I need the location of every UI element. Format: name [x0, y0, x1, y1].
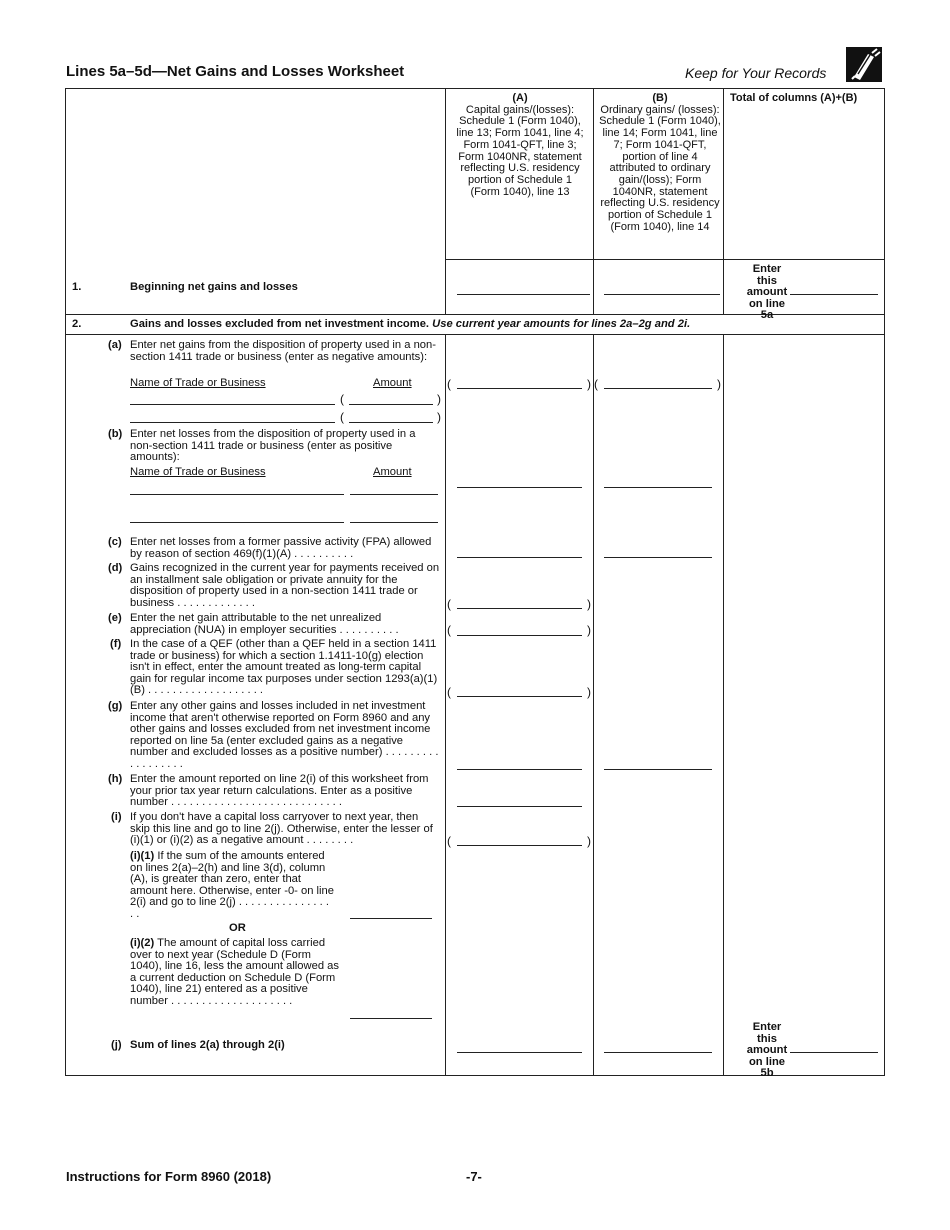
line2e-letter: (e) [108, 612, 122, 624]
line2g-col-a-field[interactable] [457, 769, 582, 770]
col-header-bottom [445, 259, 885, 260]
line2-heading [130, 319, 850, 331]
line2a-open-paren-1: ( [340, 392, 344, 406]
footer-page-number: -7- [466, 1169, 482, 1184]
col-a-desc: Capital gains/(losses): Schedule 1 (Form 1040), line 13; Form 1041, line 4; Form 1041-QFT, line 3; Form 1040NR, statement reflecting U.S. residency portion of Schedule 1 (Form 1040), line 13 [456, 103, 584, 198]
line2d-open-paren: ( [447, 597, 451, 611]
line2a-letter: (a) [108, 339, 122, 351]
line2j-text: Sum of lines 2(a) through 2(i) [130, 1039, 285, 1051]
line2i2-block [130, 938, 340, 1008]
line2a-open-paren-2: ( [340, 410, 344, 424]
line2i-col-a-field[interactable] [457, 845, 582, 846]
line2h-letter: (h) [108, 773, 123, 785]
line2e-text: Enter the net gain attributable to the net unrealized appreciation (NUA) in employer securities . . . . . . . . . . [130, 612, 399, 636]
line2a-col-b-field[interactable] [604, 388, 712, 389]
keep-records-pen-icon [846, 47, 882, 82]
line1-total-field[interactable] [790, 294, 878, 295]
line2i-or: OR [229, 922, 246, 934]
line2d-close-paren: ) [587, 597, 591, 611]
line2f-close-paren: ) [587, 685, 591, 699]
line2e-open-paren: ( [447, 623, 451, 637]
line2d-text: Gains recognized in the current year for payments received on an installment sale obligation or private annuity for the disposition of property used in a non-section 1411 trade or business . . . . . . . . . . . . . [130, 562, 440, 609]
col-b-letter: (B) [652, 92, 668, 104]
line2g-text: Enter any other gains and losses included in net investment income that aren't otherwise reported on Form 8960 and any other gains and losses excluded from net investment income reported on line 5a (enter excluded gains as a negative number and excluded losses as a positive number) . . . . . . . . . . . . . . . . . . [130, 700, 439, 770]
table-left-border [65, 88, 66, 1076]
col-b-divider-lower [593, 334, 594, 1076]
col-b-divider [593, 88, 594, 314]
col-b-desc: Ordinary gains/ (losses): Schedule 1 (Form 1040), line 14; Form 1041, line 7; Form 1041-QFT, portion of line 4 attributed to ordinary gain/(loss); Form 1040NR, statement reflecting U.S. residency portion of Schedule 1 (Form 1040), line 14 [599, 103, 721, 233]
line2i1-field[interactable] [350, 918, 432, 919]
line2a-col-a-close-paren: ) [587, 377, 591, 391]
line2i2-label: (i)(2) [130, 937, 155, 949]
line2j-col-b-field[interactable] [604, 1052, 712, 1053]
line2a-close-paren-2: ) [437, 410, 441, 424]
line2c-letter: (c) [108, 536, 122, 548]
keep-for-records: Keep for Your Records [685, 65, 827, 81]
line2g-col-b-field[interactable] [604, 769, 712, 770]
line2a-name-header: Name of Trade or Business [130, 377, 266, 389]
line2b-name-field-1[interactable] [130, 494, 344, 495]
line2-note: Use current year amounts for lines 2a–2g and 2i. [432, 318, 691, 330]
line2a-col-a-field[interactable] [457, 388, 582, 389]
col-a-divider-lower [445, 334, 446, 1076]
line2d-letter: (d) [108, 562, 123, 574]
line2i1-block [130, 851, 335, 921]
line2d-col-a-field[interactable] [457, 608, 582, 609]
line2c-col-a-field[interactable] [457, 557, 582, 558]
col-a-letter: (A) [512, 92, 528, 104]
line2g-letter: (g) [108, 700, 123, 712]
line2-label: Gains and losses excluded from net investment income. [130, 318, 430, 330]
line2-bottom [65, 334, 885, 335]
line2b-name-field-2[interactable] [130, 522, 344, 523]
line2i1-text: If the sum of the amounts entered on lines 2(a)–2(h) and line 3(d), column (A), is greater than zero, enter that amount here. Otherwise, enter -0- on line 2(i) and go to line 2(j) . . . . . . . . . . . . . . . . . [130, 850, 334, 920]
line2b-col-b-field[interactable] [604, 487, 712, 488]
table-right-border [884, 88, 885, 1076]
line2c-col-b-field[interactable] [604, 557, 712, 558]
line2b-amount-field-1[interactable] [350, 494, 438, 495]
line2b-amount-field-2[interactable] [350, 522, 438, 523]
line2i2-field[interactable] [350, 1018, 432, 1019]
line2i-text: If you don't have a capital loss carryover to next year, then skip this line and go to line 2(j). Otherwise, enter the lesser of (i)(1) or (i)(2) as a negative amount . . . . . . . . [130, 811, 433, 847]
line2f-col-a-field[interactable] [457, 696, 582, 697]
line2i-close-paren: ) [587, 834, 591, 848]
line2a-col-b-close-paren: ) [717, 377, 721, 391]
worksheet-title: Lines 5a–5d—Net Gains and Losses Worksheet [66, 63, 405, 80]
line2f-letter: (f) [110, 638, 122, 650]
col-a-divider [445, 88, 446, 314]
line2a-amount-field-2[interactable] [349, 422, 433, 423]
line2a-col-a-open-paren: ( [447, 377, 451, 391]
line2a-amount-field-1[interactable] [349, 404, 433, 405]
line1-enter-note: Enter this amount on line 5a [746, 263, 788, 322]
col-total-divider [723, 88, 724, 314]
col-a-header [452, 93, 588, 198]
line2-number: 2. [72, 318, 82, 330]
line1-col-b-field[interactable] [604, 294, 720, 295]
table-top-border [65, 88, 885, 89]
line2j-letter: (j) [111, 1039, 122, 1051]
line2j-col-a-field[interactable] [457, 1052, 582, 1053]
footer-form-name: Instructions for Form 8960 (2018) [66, 1169, 272, 1184]
line2h-col-a-field[interactable] [457, 806, 582, 807]
line2h-text: Enter the amount reported on line 2(i) of this worksheet from your prior tax year return calculations. Enter as a positive number . . . . . . . . . . . . . . . . . . . . . . . . . . . . [130, 773, 429, 809]
line2a-name-field-1[interactable] [130, 404, 335, 405]
line2a-col-b-open-paren: ( [594, 377, 598, 391]
line2a-name-field-2[interactable] [130, 422, 335, 423]
line2a-close-paren-1: ) [437, 392, 441, 406]
line2j-enter-note: Enter this amount on line 5b [746, 1021, 788, 1080]
line2b-col-a-field[interactable] [457, 487, 582, 488]
col-total-divider-lower [723, 334, 724, 1076]
line2b-name-header: Name of Trade or Business [130, 466, 266, 478]
line2a-text: Enter net gains from the disposition of property used in a non-section 1411 trade or business (enter as negative amounts): [130, 339, 436, 363]
line1-number: 1. [72, 281, 82, 293]
line2c-text: Enter net losses from a former passive activity (FPA) allowed by reason of section 469(f)(1)(A) . . . . . . . . . . [130, 536, 432, 560]
line2i-letter: (i) [111, 811, 122, 823]
line2f-text: In the case of a QEF (other than a QEF held in a section 1411 trade or business) for which a section 1.1411-10(g) election isn't in effect, enter the amount treated as long-term capital gain for regular income tax purposes under section 1293(a)(1)(B) . . . . . . . . . . . . . . . . . . . [130, 638, 438, 697]
line2a-amount-header: Amount [373, 377, 412, 389]
line2b-text: Enter net losses from the disposition of property used in a non-section 1411 trade or business (enter as positive amounts): [130, 428, 416, 464]
line2f-open-paren: ( [447, 685, 451, 699]
col-total-header: Total of columns (A)+(B) [730, 92, 858, 104]
line2e-col-a-field[interactable] [457, 635, 582, 636]
line1-label: Beginning net gains and losses [130, 281, 298, 293]
line2b-letter: (b) [108, 428, 123, 440]
line2j-total-field[interactable] [790, 1052, 878, 1053]
line2e-close-paren: ) [587, 623, 591, 637]
line1-col-a-field[interactable] [457, 294, 590, 295]
line2i2-text: The amount of capital loss carried over to next year (Schedule D (Form 1040), line 16, less the amount allowed as a current deduction on Schedule D (Form 1040), line 21) entered as a positive number . . . . . . . . . . . . . . . . . . . . [130, 937, 339, 1007]
line2b-amount-header: Amount [373, 466, 412, 478]
col-b-header [598, 93, 722, 233]
line2i1-label: (i)(1) [130, 850, 155, 862]
line2i-open-paren: ( [447, 834, 451, 848]
